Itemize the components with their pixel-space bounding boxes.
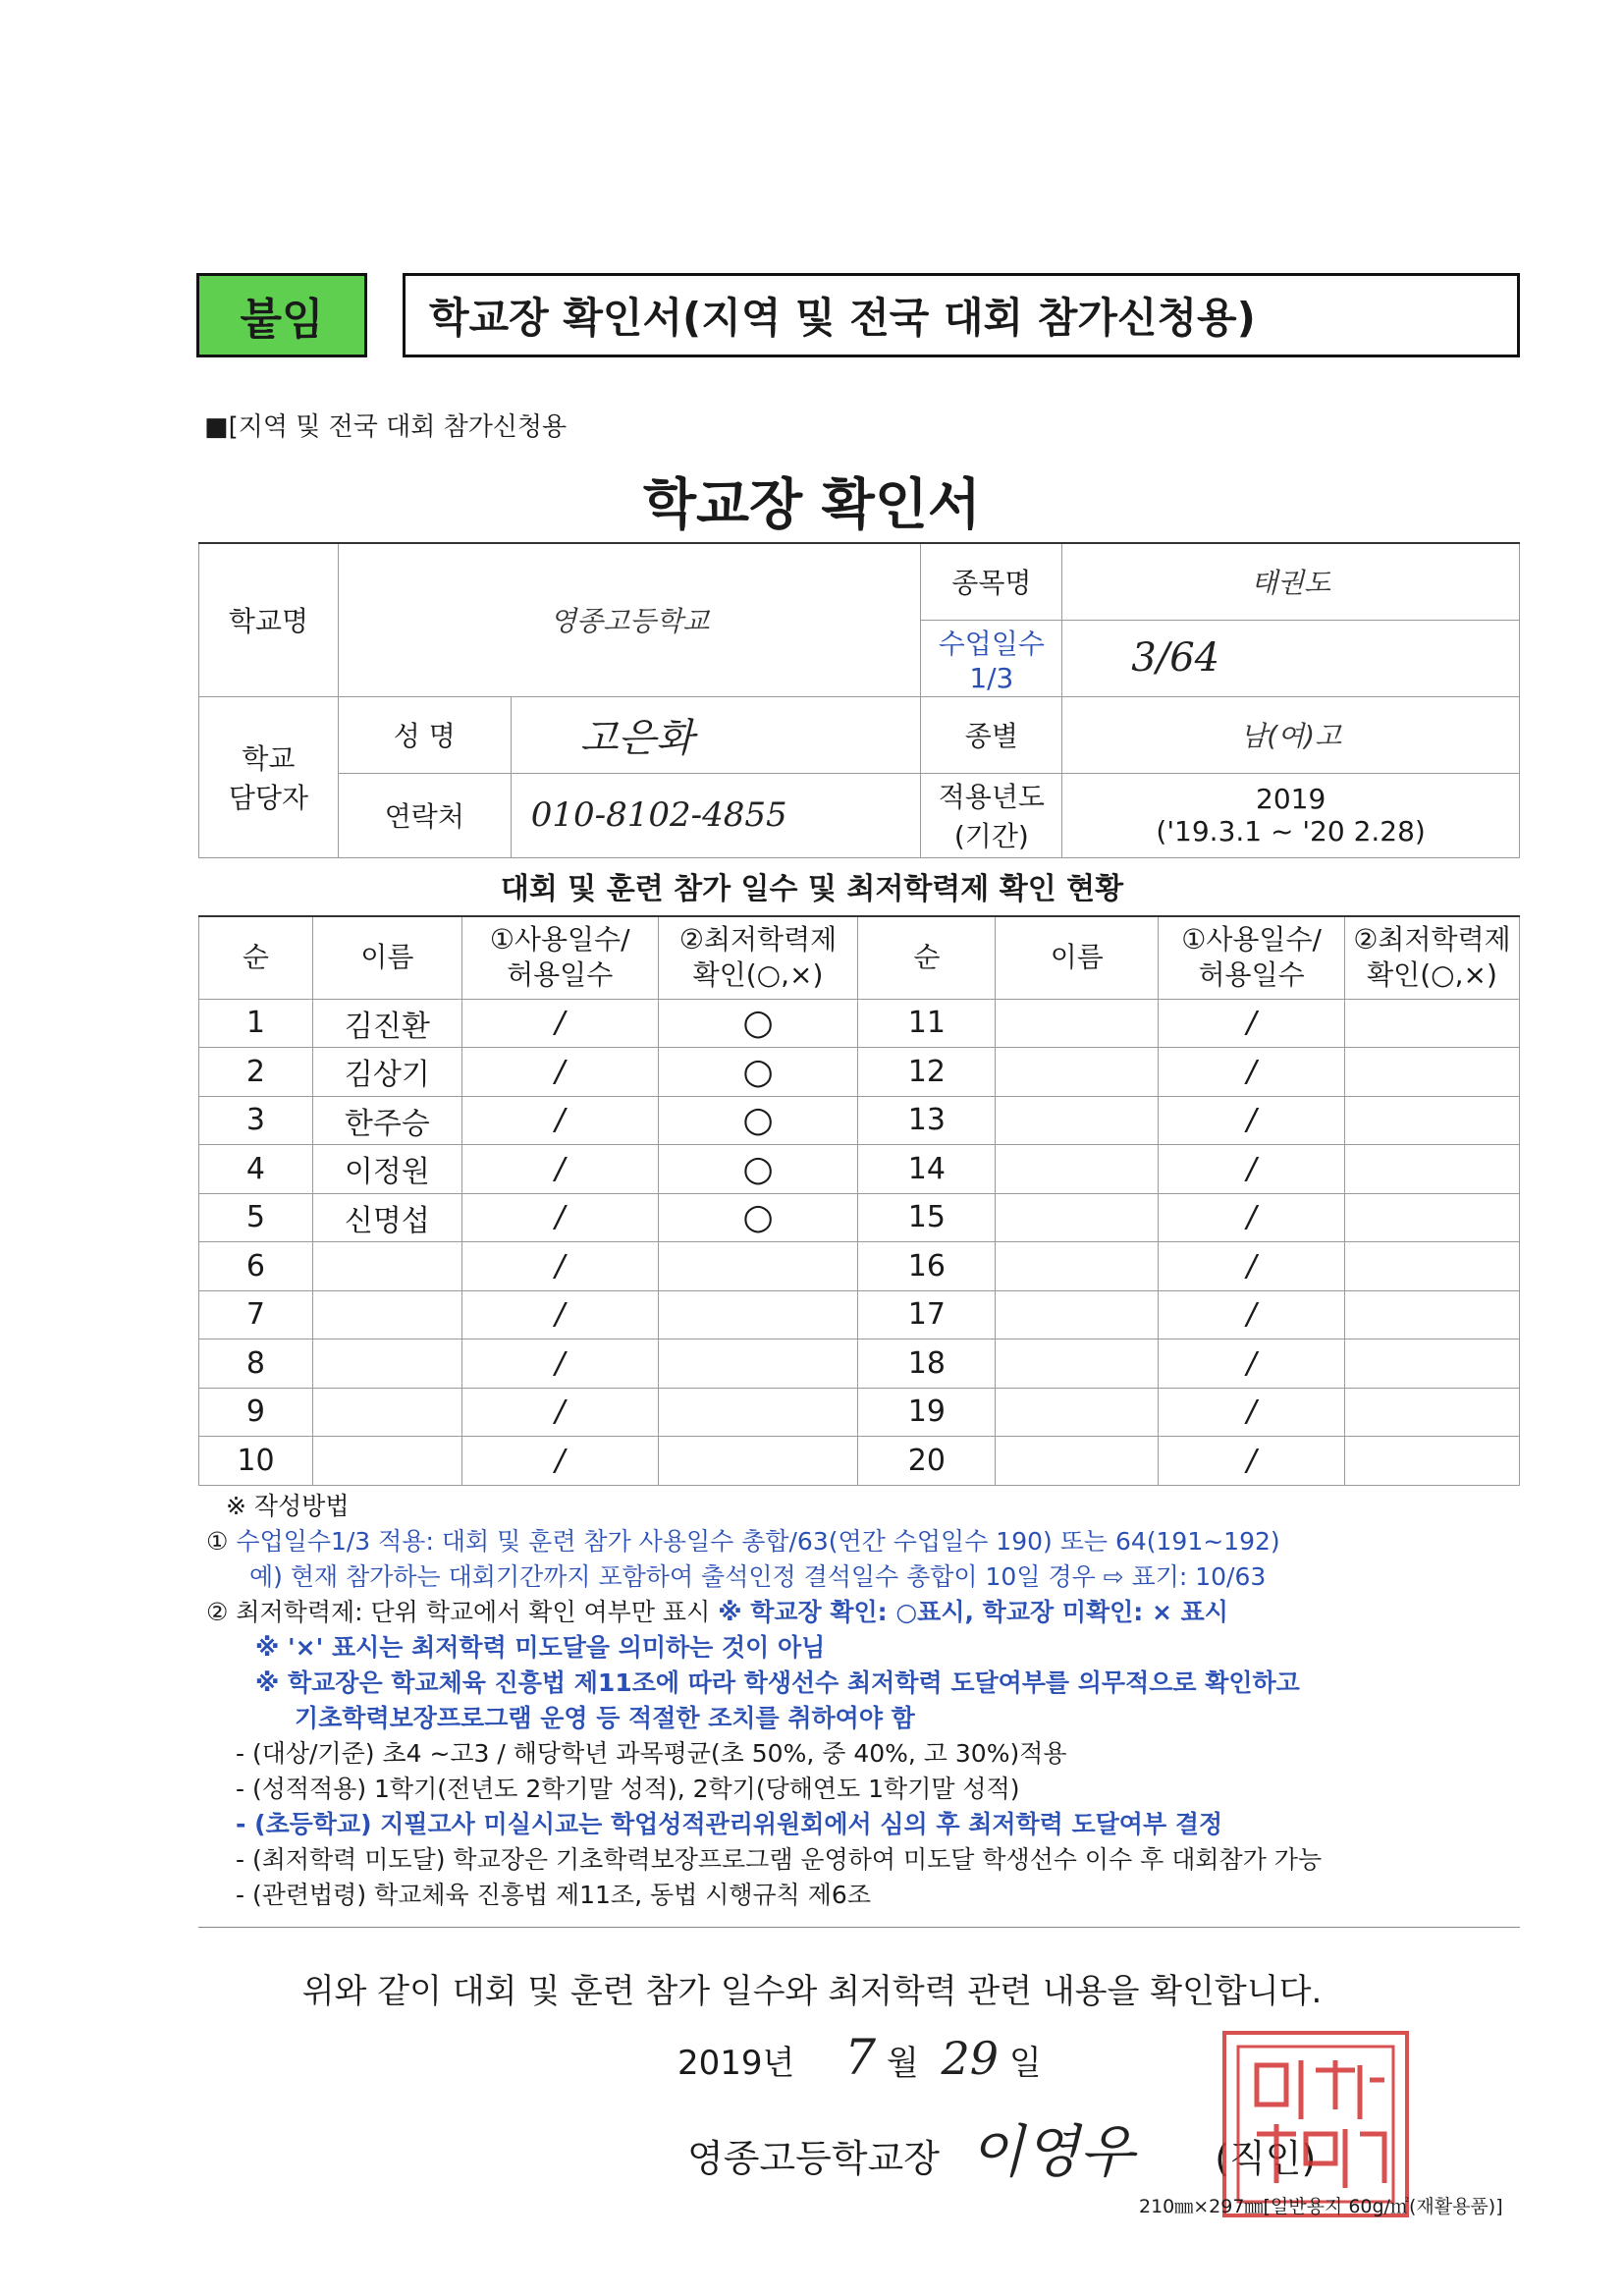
roster-right-name [996,999,1159,1048]
method-line2 [206,1595,1522,1630]
roster-right-name [996,1145,1159,1194]
roster-right-days: / [1159,1242,1345,1291]
roster-right-days: / [1159,1096,1345,1145]
method-line2-blue: ※ 학교장 확인: ○표시, 학교장 미확인: × 표시 [718,1598,1228,1626]
signature-name: 이영우 [969,2118,1135,2185]
roster-left-no: 1 [199,999,313,1048]
date-month: 7 [844,2029,876,2086]
divider [198,1927,1520,1928]
roster-right-no: 14 [858,1145,996,1194]
year-cell [1062,773,1520,857]
roster-right-name [996,1437,1159,1486]
document-title: 학교장 확인서 [642,473,982,537]
roster-left-check: ○ [658,1048,858,1097]
roster-left-name: 한주승 [312,1096,461,1145]
roster-left-check [658,1437,858,1486]
top-note: ■[지역 및 전국 대회 참가신청용 [204,412,568,442]
roster-left-check [658,1388,858,1437]
roster-right-no: 19 [858,1388,996,1437]
roster-right-name [996,1096,1159,1145]
school-info-table [198,542,1520,858]
year-label [921,773,1062,857]
roster-right-no: 17 [858,1290,996,1339]
roster-right-check [1345,1193,1520,1242]
header-title: 학교장 확인서(지역 및 전국 대회 참가신청용) [429,294,1256,342]
header-days-1: ①사용일수/ [489,923,630,957]
table-row [199,1048,1520,1097]
roster-right-check [1345,1388,1520,1437]
seal-graphic-icon [1232,2041,1399,2208]
staff-label [199,696,339,857]
attachment-badge [196,273,367,357]
roster-right-days: / [1159,1339,1345,1389]
table-row [199,1145,1520,1194]
header-title-box [403,273,1520,357]
table-row [199,1339,1520,1389]
header-days [461,916,658,999]
header-check [658,916,858,999]
period-value: ('19.3.1 ~ '20 2.28) [1156,815,1426,847]
roster-right-no: 13 [858,1096,996,1145]
year-value: 2019 [1256,783,1326,815]
sport-label: 종목명 [921,543,1062,620]
table-row [199,999,1520,1048]
roster-left-days: / [461,999,658,1048]
roster-right-no: 20 [858,1437,996,1486]
instructions [206,1489,1522,1913]
roster-left-no: 5 [199,1193,313,1242]
staff-name-value: 고은화 [511,696,921,773]
roster-left-days: / [461,1242,658,1291]
method-note1: ※ '×' 표시는 최저학력 미도달을 의미하는 것이 아님 [255,1633,826,1662]
table-row [199,1096,1520,1145]
roster-right-no: 18 [858,1339,996,1389]
roster-left-no: 7 [199,1290,313,1339]
date-month-label: 월 [886,2044,919,2083]
class-days-value: 3/64 [1062,620,1520,696]
roster-left-no: 2 [199,1048,313,1097]
method-line1a [206,1524,1522,1559]
roster-left-days: / [461,1388,658,1437]
method-line2-num: ② [206,1598,229,1626]
class-days-label-1: 수업일수 [938,627,1045,660]
roster-left-check [658,1339,858,1389]
sport-value: 태권도 [1062,543,1520,620]
roster-left-check [658,1242,858,1291]
roster-left-days: / [461,1339,658,1389]
date-year: 2019년 [677,2044,795,2083]
name-label: 성 명 [338,696,511,773]
header-no: 순 [199,916,313,999]
method-item2: - (성적적용) 1학기(전년도 2학기말 성적), 2학기(당해연도 1학기말 성적) [236,1775,1020,1803]
header-days-2: 허용일수 [507,958,614,992]
roster-right-no: 16 [858,1242,996,1291]
year-label-2: (기간) [953,820,1029,852]
roster-right-check [1345,1096,1520,1145]
roster-left-no: 10 [199,1437,313,1486]
school-head-title: 영종고등학교장 [687,2137,940,2180]
header-days-right-2: 허용일수 [1198,958,1305,992]
confirm-statement: 위와 같이 대회 및 훈련 참가 일수와 최저학력 관련 내용을 확인합니다. [301,1972,1323,2011]
roster-right-days: / [1159,1290,1345,1339]
roster-right-days: / [1159,1388,1345,1437]
roster-left-no: 6 [199,1242,313,1291]
roster-left-days: / [461,1290,658,1339]
header-check-right-2: 확인(○,×) [1367,958,1497,992]
roster-left-check: ○ [658,1096,858,1145]
roster-right-name [996,1242,1159,1291]
roster-left-name [312,1290,461,1339]
method-item5: - (관련법령) 학교체육 진흥법 제11조, 동법 시행규칙 제6조 [236,1881,871,1909]
roster-right-days: / [1159,1437,1345,1486]
roster-right-name [996,1290,1159,1339]
contact-value: 010-8102-4855 [511,773,921,857]
roster-left-no: 3 [199,1096,313,1145]
header-check-right [1345,916,1520,999]
method-item1: - (대상/기준) 초4 ~고3 / 해당학년 과목평균(초 50%, 중 40%, 고 30%)적용 [236,1739,1067,1768]
gender-label: 종별 [921,696,1062,773]
method-note2a: ※ 학교장은 학교체육 진흥법 제11조에 따라 학생선수 최저학력 도달여부를 의무적으로 확인하고 [255,1668,1300,1697]
seal-label: (직인) [1215,2137,1317,2180]
roster-right-name [996,1193,1159,1242]
attachment-label: 붙임 [240,295,324,345]
staff-label-2: 담당자 [228,782,309,814]
roster-header-row [199,916,1520,999]
roster-right-check [1345,1339,1520,1389]
roster-right-check [1345,1145,1520,1194]
header-days-right-1: ①사용일수/ [1181,923,1322,957]
header-check-1: ②최저학력제 [678,923,838,957]
roster-left-name: 신명섭 [312,1193,461,1242]
header-no-right: 순 [858,916,996,999]
method-item4: - (최저학력 미도달) 학교장은 기초학력보장프로그램 운영하여 미도달 학생선수 이수 후 대회참가 가능 [236,1845,1323,1874]
school-name-label: 학교명 [199,543,339,696]
table-row [199,1193,1520,1242]
date-day: 29 [941,2032,1000,2085]
header-days-right [1159,916,1345,999]
roster-right-name [996,1339,1159,1389]
roster-left-check: ○ [658,1193,858,1242]
paper-spec-note: 210㎜×297㎜[일반용지 60g/㎡(재활용품)] [1139,2196,1503,2217]
year-label-1: 적용년도 [938,781,1045,813]
method-item3: - (초등학교) 지필고사 미실시교는 학업성적관리위원회에서 심의 후 최저학력 도달여부 결정 [236,1810,1223,1838]
table-row [199,1290,1520,1339]
roster-right-check [1345,1290,1520,1339]
roster-right-no: 12 [858,1048,996,1097]
roster-left-name: 이정원 [312,1145,461,1194]
roster-left-check: ○ [658,999,858,1048]
roster-table [198,915,1520,1486]
roster-left-name [312,1388,461,1437]
roster-right-name [996,1388,1159,1437]
roster-left-check: ○ [658,1145,858,1194]
table-row [199,1242,1520,1291]
method-line1-num: ① [206,1527,229,1556]
header-check-2: 확인(○,×) [692,958,824,992]
roster-left-days: / [461,1437,658,1486]
roster-left-no: 8 [199,1339,313,1389]
roster-left-name: 김상기 [312,1048,461,1097]
roster-left-check [658,1290,858,1339]
method-line1a-text: 수업일수1/3 적용: 대회 및 훈련 참가 사용일수 총합/63(연간 수업일수 190) 또는 64(191~192) [236,1527,1280,1556]
date-day-label: 일 [1008,2044,1042,2083]
roster-left-days: / [461,1145,658,1194]
method-line1b: 예) 현재 참가하는 대회기간까지 포함하여 출석인정 결석일수 총합이 10일 경우 ⇨ 표기: 10/63 [249,1562,1267,1591]
roster-left-days: / [461,1096,658,1145]
roster-left-name [312,1242,461,1291]
roster-right-check [1345,1242,1520,1291]
roster-left-name: 김진환 [312,999,461,1048]
method-note2b: 기초학력보장프로그램 운영 등 적절한 조치를 취하여야 함 [295,1704,915,1732]
roster-right-no: 11 [858,999,996,1048]
roster-left-days: / [461,1193,658,1242]
header-name-right: 이름 [996,916,1159,999]
header-name: 이름 [312,916,461,999]
roster-right-days: / [1159,1193,1345,1242]
roster-title: 대회 및 훈련 참가 일수 및 최저학력제 확인 현황 [500,872,1124,906]
signing-date [677,2029,1042,2086]
class-days-label-2: 1/3 [969,661,1014,694]
method-heading: ※ 작성방법 [226,1492,350,1520]
roster-left-days: / [461,1048,658,1097]
contact-label: 연락처 [338,773,511,857]
roster-left-name [312,1339,461,1389]
roster-right-check [1345,999,1520,1048]
roster-right-check [1345,1437,1520,1486]
roster-right-check [1345,1048,1520,1097]
roster-right-days: / [1159,1145,1345,1194]
table-row [199,1437,1520,1486]
roster-left-no: 4 [199,1145,313,1194]
roster-right-days: / [1159,1048,1345,1097]
method-line2-black: 최저학력제: 단위 학교에서 확인 여부만 표시 [236,1598,711,1626]
roster-right-name [996,1048,1159,1097]
roster-right-no: 15 [858,1193,996,1242]
staff-label-1: 학교 [242,742,296,775]
table-row [199,1388,1520,1437]
official-seal-icon [1222,2031,1409,2217]
roster-right-days: / [1159,999,1345,1048]
header-check-right-1: ②최저학력제 [1353,923,1511,957]
school-name-value: 영종고등학교 [338,543,921,696]
roster-left-no: 9 [199,1388,313,1437]
gender-value: 남(여)고 [1062,696,1520,773]
class-days-label [921,620,1062,696]
roster-left-name [312,1437,461,1486]
